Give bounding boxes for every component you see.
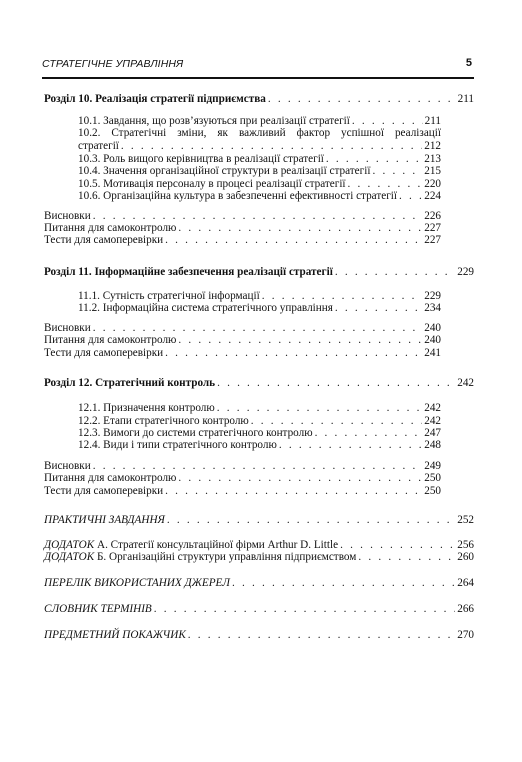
leader-dots	[165, 234, 422, 247]
leader-dots	[232, 577, 455, 590]
toc-entry-12-1[interactable]	[78, 402, 441, 415]
toc-page: 242	[424, 402, 441, 414]
header-rule	[42, 77, 474, 79]
toc-entry-10-6[interactable]	[78, 190, 441, 203]
toc-section-12[interactable]	[44, 377, 474, 390]
toc-page: 242	[424, 415, 441, 427]
toc-entry-label	[44, 551, 356, 564]
leader-dots	[154, 603, 455, 616]
running-header	[42, 58, 472, 76]
toc-entry-label: Висновки	[44, 210, 91, 222]
toc-page: 241	[424, 347, 441, 359]
toc-index[interactable]	[44, 629, 474, 642]
toc-entry-label-line2: стратегії	[78, 140, 119, 152]
toc-page: 249	[424, 460, 441, 472]
toc-page: 227	[424, 234, 441, 246]
toc-page: 229	[457, 266, 474, 278]
toc-entry-label: 10.3. Роль вищого керівництва в реалізації стратегії	[78, 153, 324, 165]
leader-dots	[315, 427, 423, 440]
leader-dots	[217, 402, 423, 415]
toc-page: 250	[424, 485, 441, 497]
leader-dots	[167, 514, 455, 527]
leader-dots	[217, 377, 455, 390]
toc-entry-label: 10.5. Мотивація персоналу в процесі реалізації стратегії	[78, 178, 346, 190]
toc-section-title: Розділ 10. Реалізація стратегії підприємства	[44, 93, 266, 105]
toc-page: 248	[424, 439, 441, 451]
leader-dots	[178, 334, 422, 347]
appendix-title: А. Стратегії консультаційної фірми Arthur D. Little	[94, 539, 339, 551]
leader-dots	[165, 347, 422, 360]
toc-page: 227	[424, 222, 441, 234]
leader-dots	[178, 472, 422, 485]
toc-entry-label: ПЕРЕЛІК ВИКОРИСТАНИХ ДЖЕРЕЛ	[44, 577, 230, 589]
toc-page: 270	[457, 629, 474, 641]
toc-entry-label: Питання для самоконтролю	[44, 472, 177, 484]
toc-section-11[interactable]	[44, 266, 474, 279]
toc-entry-label: Висновки	[44, 322, 91, 334]
toc-entry-label: 11.2. Інформаційна система стратегічного управління	[78, 302, 333, 314]
toc-tests-11[interactable]	[44, 347, 441, 360]
leader-dots	[93, 460, 423, 473]
toc-entry-label: 12.1. Призначення контролю	[78, 402, 215, 414]
leader-dots	[348, 178, 423, 191]
leader-dots	[93, 210, 423, 223]
leader-dots	[340, 539, 455, 552]
toc-entry-label: 12.3. Вимоги до системи стратегічного контролю	[78, 427, 313, 439]
toc-entry-label: СЛОВНИК ТЕРМІНІВ	[44, 603, 152, 615]
toc-entry-label: ПРЕДМЕТНИЙ ПОКАЖЧИК	[44, 629, 186, 641]
leader-dots	[279, 439, 422, 452]
toc-entry-10-4[interactable]	[78, 165, 441, 178]
leader-dots	[335, 266, 455, 279]
toc-entry-label: 10.6. Організаційна культура в забезпеченні ефективності стратегії	[78, 190, 398, 202]
toc-page: 220	[424, 178, 441, 190]
toc-section-10[interactable]	[44, 93, 474, 106]
toc-page: 242	[457, 377, 474, 389]
toc-entry-label	[44, 539, 338, 552]
toc-page: 224	[424, 190, 441, 202]
toc-page: 260	[457, 551, 474, 563]
leader-dots	[251, 415, 422, 428]
toc-page: 252	[457, 514, 474, 526]
toc-entry-12-4[interactable]	[78, 439, 441, 452]
leader-dots	[262, 290, 422, 303]
appendix-prefix: ДОДАТОК	[44, 539, 95, 551]
leader-dots	[165, 485, 422, 498]
leader-dots	[93, 322, 423, 335]
toc-entry-label: 12.4. Види і типи стратегічного контролю	[78, 439, 277, 451]
leader-dots	[358, 551, 455, 564]
toc-entry-label: 12.2. Етапи стратегічного контролю	[78, 415, 249, 427]
toc-page: 264	[457, 577, 474, 589]
toc-entry-label-line1: 10.2. Стратегічні зміни, як важливий фактор успішної реалізації	[78, 127, 441, 139]
toc-entry-10-2[interactable]	[78, 127, 441, 153]
toc-appendix-b[interactable]	[44, 551, 474, 564]
toc-page: 212	[424, 140, 441, 152]
leader-dots	[372, 165, 422, 178]
toc-page: 250	[424, 472, 441, 484]
toc-tests-10[interactable]	[44, 234, 441, 247]
toc-page: 247	[424, 427, 441, 439]
page-number: 5	[465, 57, 472, 69]
toc-entry-label: Питання для самоконтролю	[44, 222, 177, 234]
toc-page: 211	[424, 115, 441, 127]
toc-page: 234	[424, 302, 441, 314]
toc-entry-line2	[78, 140, 441, 153]
toc-entry-label: 10.1. Завдання, що розв’язуються при реалізації стратегії	[78, 115, 350, 127]
leader-dots	[178, 222, 422, 235]
toc-questions-11[interactable]	[44, 334, 441, 347]
appendix-title: Б. Організаційні структури управління підприємством	[94, 551, 357, 563]
toc-section-title: Розділ 12. Стратегічний контроль	[44, 377, 216, 389]
toc-page: 240	[424, 334, 441, 346]
leader-dots	[121, 140, 422, 153]
toc-section-title: Розділ 11. Інформаційне забезпечення реалізації стратегії	[44, 266, 333, 278]
running-title: СТРАТЕГІЧНЕ УПРАВЛІННЯ	[42, 58, 184, 70]
toc-practical[interactable]	[44, 514, 474, 527]
leader-dots	[352, 115, 423, 128]
toc-page: 226	[424, 210, 441, 222]
toc-page: 211	[457, 93, 474, 105]
leader-dots	[268, 93, 456, 106]
toc-references[interactable]	[44, 577, 474, 590]
toc-entry-label: ПРАКТИЧНІ ЗАВДАННЯ	[44, 514, 165, 526]
leader-dots	[399, 190, 422, 203]
leader-dots	[188, 629, 455, 642]
toc-entry-label: Тести для самоперевірки	[44, 485, 164, 497]
toc-questions-12[interactable]	[44, 472, 441, 485]
toc-entry-label: Тести для самоперевірки	[44, 347, 164, 359]
leader-dots	[326, 153, 422, 166]
toc-page: 256	[457, 539, 474, 551]
leader-dots	[335, 302, 422, 315]
toc-page: 229	[424, 290, 441, 302]
toc-glossary[interactable]	[44, 603, 474, 616]
toc-entry-label: 10.4. Значення організаційної структури в реалізації стратегії	[78, 165, 371, 177]
toc-entry-11-2[interactable]	[78, 302, 441, 315]
toc-page: 213	[424, 153, 441, 165]
toc-entry-label: Висновки	[44, 460, 91, 472]
toc-page: 240	[424, 322, 441, 334]
toc-entry-label: 11.1. Сутність стратегічної інформації	[78, 290, 260, 302]
toc-page: 215	[424, 165, 441, 177]
toc-entry-label: Тести для самоперевірки	[44, 234, 164, 246]
toc-page: 266	[457, 603, 474, 615]
toc-tests-12[interactable]	[44, 485, 441, 498]
appendix-prefix: ДОДАТОК	[44, 551, 95, 563]
toc-entry-label: Питання для самоконтролю	[44, 334, 177, 346]
